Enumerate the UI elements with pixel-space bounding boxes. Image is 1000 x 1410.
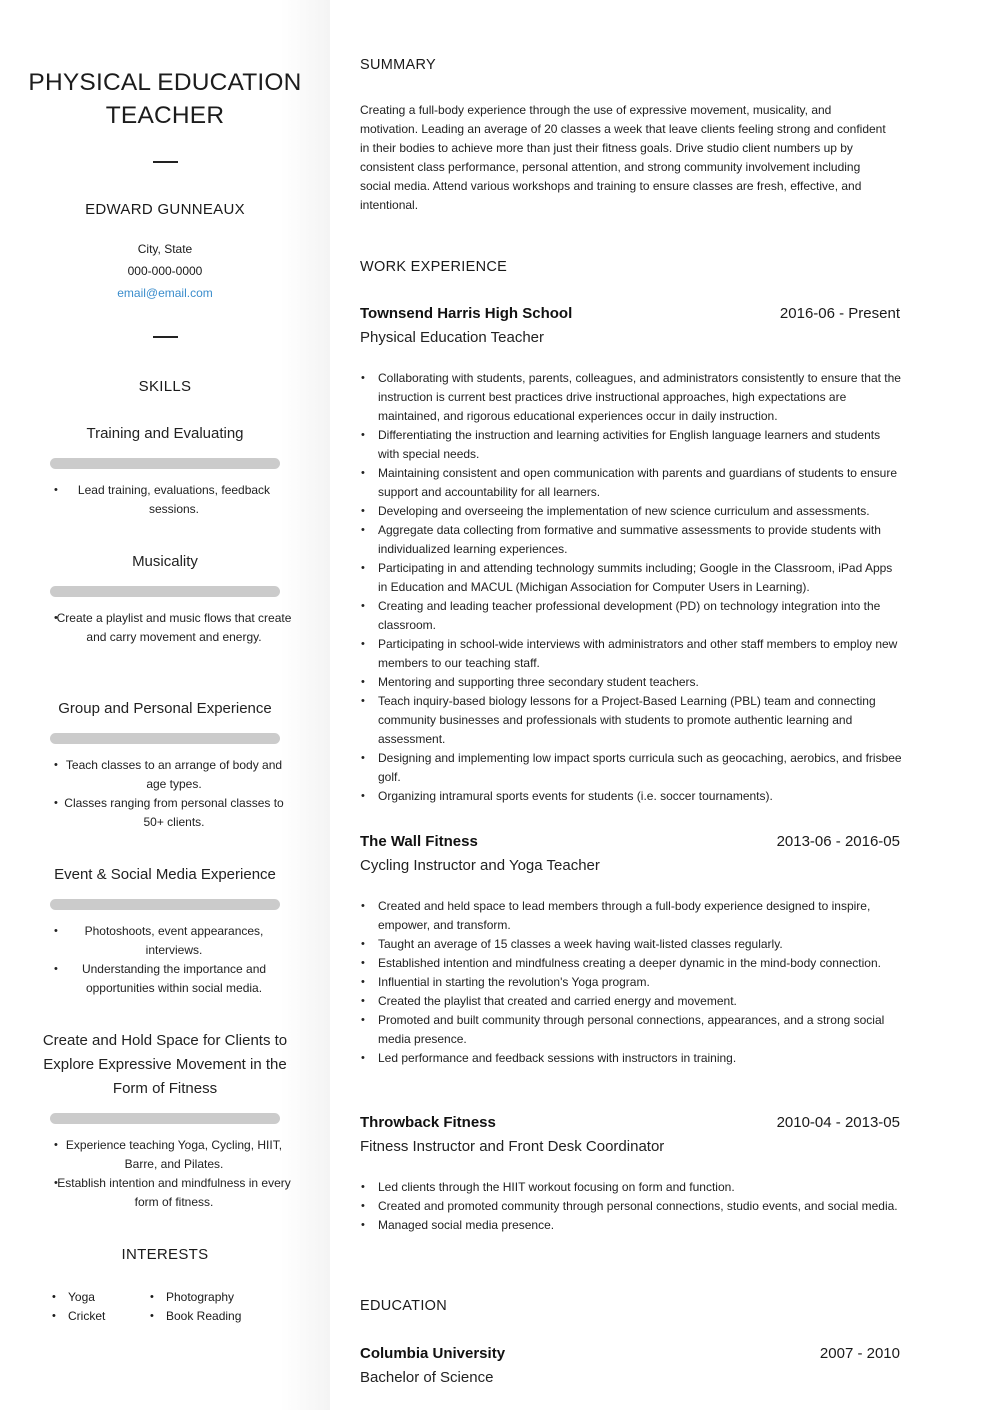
list-item: • Created the playlist that created and carried energy and movement. bbox=[378, 992, 902, 1011]
list-item: • Classes ranging from personal classes to 50+ clients. bbox=[56, 794, 292, 832]
list-item: • Collaborating with students, parents, colleagues, and administrators consistently to ensure that the instruction is current best practices drive instructional approaches, high expectations are maintained, and rigorous educational experiences occur in daily instruction. bbox=[378, 369, 902, 426]
candidate-name: EDWARD GUNNEAUX bbox=[85, 201, 245, 218]
list-item: • Photoshoots, event appearances, interviews. bbox=[56, 922, 292, 960]
job-bullets bbox=[378, 897, 902, 1068]
interests-column bbox=[150, 1288, 241, 1326]
skill-bullets bbox=[56, 922, 292, 998]
summary-text: Creating a full-body experience through the use of expressive movement, musicality, and motivation. Leading an average of 20 classes a week that leave clients feeling strong and confident in their bodies to achieve more than just their fitness goals. Drive studio client numbers up by consistent class performance, personal attention, and strong community involvement including social media. Attend various workshops and training to ensure classes are fresh, effective, and intentional. bbox=[360, 103, 886, 212]
job-company: The Wall Fitness bbox=[360, 833, 478, 850]
job-company: Throwback Fitness bbox=[360, 1114, 496, 1131]
skill-name: Musicality bbox=[132, 553, 198, 570]
list-item: • Developing and overseeing the implementation of new science curriculum and assessments. bbox=[378, 502, 902, 521]
list-item: • Book Reading bbox=[150, 1307, 241, 1326]
list-item: • Photography bbox=[150, 1288, 241, 1307]
summary-heading: SUMMARY bbox=[360, 57, 436, 73]
skill-bullets bbox=[56, 1136, 292, 1212]
interests-heading: INTERESTS bbox=[121, 1246, 209, 1263]
skill-level-bar bbox=[50, 899, 280, 910]
skill-name: Event & Social Media Experience bbox=[54, 866, 276, 883]
job-title: PHYSICAL EDUCATION TEACHER bbox=[28, 69, 302, 129]
skill-level-bar bbox=[50, 733, 280, 744]
list-item: • Managed social media presence. bbox=[378, 1216, 902, 1235]
list-item: • Cricket bbox=[52, 1307, 105, 1326]
sidebar bbox=[0, 0, 330, 1410]
skills-heading: SKILLS bbox=[138, 378, 192, 395]
skill-level-bar bbox=[50, 586, 280, 597]
list-item: • Mentoring and supporting three secondary student teachers. bbox=[378, 673, 902, 692]
divider bbox=[153, 161, 178, 163]
list-item: • Establish intention and mindfulness in every form of fitness. bbox=[56, 1174, 292, 1212]
list-item: • Established intention and mindfulness creating a deeper dynamic in the mind-body connection. bbox=[378, 954, 902, 973]
skill-level-bar bbox=[50, 1113, 280, 1124]
job-role: Physical Education Teacher bbox=[360, 329, 544, 346]
skill-name: Training and Evaluating bbox=[86, 425, 244, 442]
education-degree: Bachelor of Science bbox=[360, 1369, 494, 1386]
list-item: • Led clients through the HIIT workout focusing on form and function. bbox=[378, 1178, 902, 1197]
list-item: • Aggregate data collecting from formative and summative assessments to provide students with individualized learning experiences. bbox=[378, 521, 902, 559]
list-item: • Teach classes to an arrange of body and age types. bbox=[56, 756, 292, 794]
list-item: • Promoted and built community through personal connections, appearances, and a strong social media presence. bbox=[378, 1011, 902, 1049]
job-dates: 2013-06 - 2016-05 bbox=[776, 833, 900, 850]
job-dates: 2016-06 - Present bbox=[779, 305, 900, 322]
job-role: Cycling Instructor and Yoga Teacher bbox=[360, 857, 600, 874]
divider bbox=[153, 336, 178, 338]
job-role: Fitness Instructor and Front Desk Coordinator bbox=[360, 1138, 665, 1155]
skill-level-bar bbox=[50, 458, 280, 469]
list-item: • Differentiating the instruction and learning activities for English language learners and students with special needs. bbox=[378, 426, 902, 464]
education-school: Columbia University bbox=[360, 1345, 506, 1362]
list-item: • Influential in starting the revolution's Yoga program. bbox=[378, 973, 902, 992]
job-company: Townsend Harris High School bbox=[360, 305, 573, 322]
skill-bullets bbox=[56, 756, 292, 832]
list-item: • Participating in school-wide interviews with administrators and other staff members to employ new members to our teaching staff. bbox=[378, 635, 902, 673]
list-item: • Taught an average of 15 classes a week having wait-listed classes regularly. bbox=[378, 935, 902, 954]
list-item: • Led performance and feedback sessions with instructors in training. bbox=[378, 1049, 902, 1068]
list-item: • Designing and implementing low impact sports curricula such as geocaching, aerobics, and frisbee golf. bbox=[378, 749, 902, 787]
list-item: • Created and promoted community through personal connections, studio events, and social media. bbox=[378, 1197, 902, 1216]
interests-column bbox=[52, 1288, 105, 1326]
list-item: • Lead training, evaluations, feedback sessions. bbox=[56, 481, 292, 519]
list-item: • Created and held space to lead members through a full-body experience designed to inspire, empower, and transform. bbox=[378, 897, 902, 935]
location: City, State bbox=[137, 242, 193, 256]
job-dates: 2010-04 - 2013-05 bbox=[776, 1114, 900, 1131]
phone: 000-000-0000 bbox=[127, 264, 203, 278]
skill-name: Group and Personal Experience bbox=[58, 700, 272, 717]
email-link[interactable]: email@email.com bbox=[117, 286, 213, 300]
list-item: • Teach inquiry-based biology lessons for a Project-Based Learning (PBL) team and connecting community businesses and professionals with students to promote authentic learning and assessment. bbox=[378, 692, 902, 749]
skill-bullets bbox=[56, 609, 292, 647]
education-heading: EDUCATION bbox=[360, 1298, 448, 1314]
job-bullets bbox=[378, 369, 902, 806]
list-item: • Creating and leading teacher professional development (PD) on technology integration into the classroom. bbox=[378, 597, 902, 635]
list-item: • Maintaining consistent and open communication with parents and guardians of students to ensure support and accountability for all learners. bbox=[378, 464, 902, 502]
list-item: • Experience teaching Yoga, Cycling, HIIT, Barre, and Pilates. bbox=[56, 1136, 292, 1174]
education-dates: 2007 - 2010 bbox=[819, 1345, 900, 1362]
list-item: • Yoga bbox=[52, 1288, 105, 1307]
list-item: • Create a playlist and music flows that create and carry movement and energy. bbox=[56, 609, 292, 647]
skill-name: Create and Hold Space for Clients to Explore Expressive Movement in the Form of Fitness bbox=[42, 1032, 288, 1097]
list-item: • Organizing intramural sports events for students (i.e. soccer tournaments). bbox=[378, 787, 902, 806]
skill-bullets bbox=[56, 481, 292, 519]
list-item: • Participating in and attending technology summits including; Google in the Classroom, iPad Apps in Education and MACUL (Michigan Association for Computer Users in Learning). bbox=[378, 559, 902, 597]
work-experience-heading: WORK EXPERIENCE bbox=[360, 259, 508, 275]
list-item: • Understanding the importance and opportunities within social media. bbox=[56, 960, 292, 998]
job-bullets bbox=[378, 1178, 902, 1235]
